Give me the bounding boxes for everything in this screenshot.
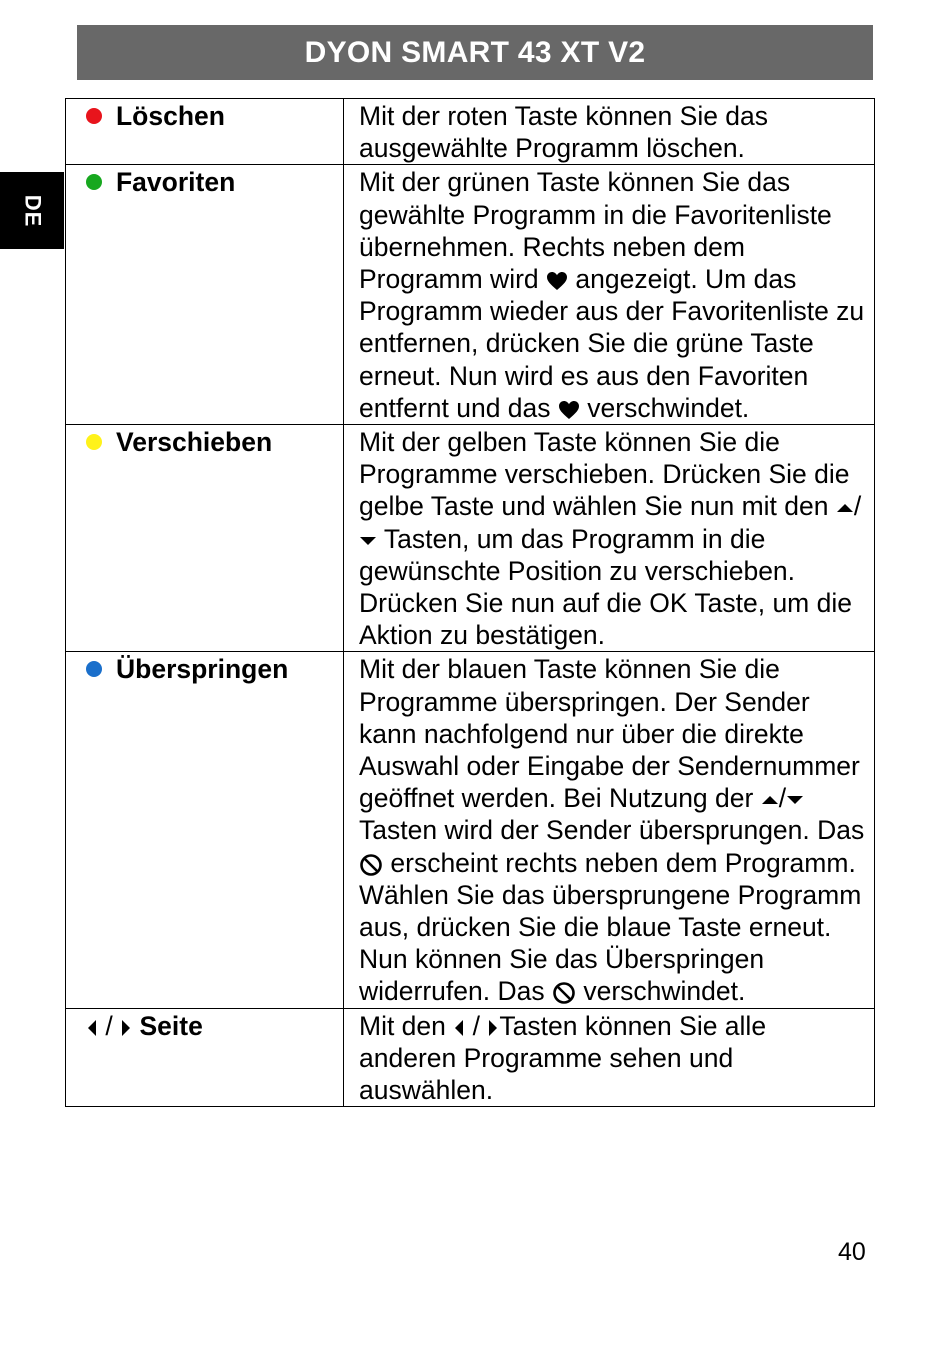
label-cell [66, 99, 344, 165]
description-text: Mit den [359, 1010, 446, 1041]
table-row-seite [66, 1008, 875, 1107]
table-row-loeschen [66, 99, 875, 165]
skip-prohibited-icon [552, 981, 576, 1005]
description-cell [344, 99, 875, 165]
triangle-left-icon [453, 1019, 465, 1037]
row-label: Seite [139, 1010, 203, 1041]
triangle-down-icon [359, 535, 377, 547]
description-text: Mit der blauen Taste können Sie die Programme überspringen. Der Sender kann nachfolgend nur über die direkte Auswahl oder Eingabe der Sendernummer geöffnet werden. Bei Nutzung der [359, 654, 860, 814]
triangle-right-icon [487, 1019, 499, 1037]
blue-dot-icon [86, 661, 102, 677]
table-row-favoriten [66, 165, 875, 425]
description-text: Tasten, um das Programm in die gewünschte Position zu verschieben. Drücken Sie nun auf die OK Taste, um die Aktion zu bestätigen. [359, 523, 852, 651]
separator-slash: / [472, 1010, 481, 1041]
yellow-dot-icon [86, 434, 102, 450]
row-label: Favoriten [116, 167, 236, 198]
heart-icon [558, 400, 580, 420]
description-cell [344, 425, 875, 652]
heart-icon [546, 271, 568, 291]
label-cell [66, 425, 344, 652]
description-cell [344, 652, 875, 1008]
label-cell [66, 652, 344, 1008]
triangle-up-icon [761, 794, 779, 806]
table-row-ueberspringen [66, 652, 875, 1008]
separator-slash: / [105, 1010, 113, 1041]
header-title: DYON SMART 43 XT V2 [304, 35, 646, 69]
row-label: Überspringen [116, 654, 289, 685]
skip-prohibited-icon [359, 853, 383, 877]
description-text: verschwindet. [583, 976, 746, 1007]
description-text: Tasten können Sie alle anderen Programme sehen und auswählen. [359, 1010, 767, 1106]
description-text: Mit der roten Taste können Sie das ausgewählte Programm löschen. [359, 101, 769, 164]
triangle-right-icon [120, 1019, 132, 1037]
description-text: verschwindet. [587, 392, 750, 423]
description-text: Mit der grünen Taste können Sie das gewählte Programm in die Favoritenliste übernehmen. Rechts neben dem Programm wird [359, 167, 832, 295]
function-table [65, 98, 875, 1107]
separator-slash: / [853, 491, 862, 522]
triangle-left-icon [86, 1019, 98, 1037]
description-text: Tasten wird der Sender übersprungen. Das [359, 815, 865, 846]
triangle-down-icon [786, 794, 804, 806]
red-dot-icon [86, 108, 102, 124]
description-cell [344, 1008, 875, 1107]
description-text: erscheint rechts neben dem Programm. Wählen Sie das übersprungene Programm aus, drücken Sie die blaue Taste erneut. Nun können Sie das Überspringen widerrufen. Das [359, 847, 862, 1007]
table-row-verschieben [66, 425, 875, 652]
triangle-up-icon [836, 502, 854, 514]
page-number: 40 [838, 1238, 866, 1266]
description-text: Mit der gelben Taste können Sie die Programme verschieben. Drücken Sie die gelbe Taste und wählen Sie nun mit den [359, 427, 850, 522]
row-label: Löschen [116, 101, 225, 131]
label-cell [66, 165, 344, 425]
separator-slash: / [778, 783, 787, 814]
row-label: Verschieben [116, 427, 273, 458]
green-dot-icon [86, 174, 102, 190]
description-text: angezeigt. Um das Programm wieder aus der Favoritenliste zu entfernen, drücken Sie die grüne Taste erneut. Nun wird es aus den Favoriten entfernt und das [359, 264, 865, 423]
language-tab [0, 172, 64, 249]
language-tab-label: DE [20, 194, 45, 227]
page-header [77, 25, 873, 80]
description-cell [344, 165, 875, 425]
label-cell [66, 1008, 344, 1107]
